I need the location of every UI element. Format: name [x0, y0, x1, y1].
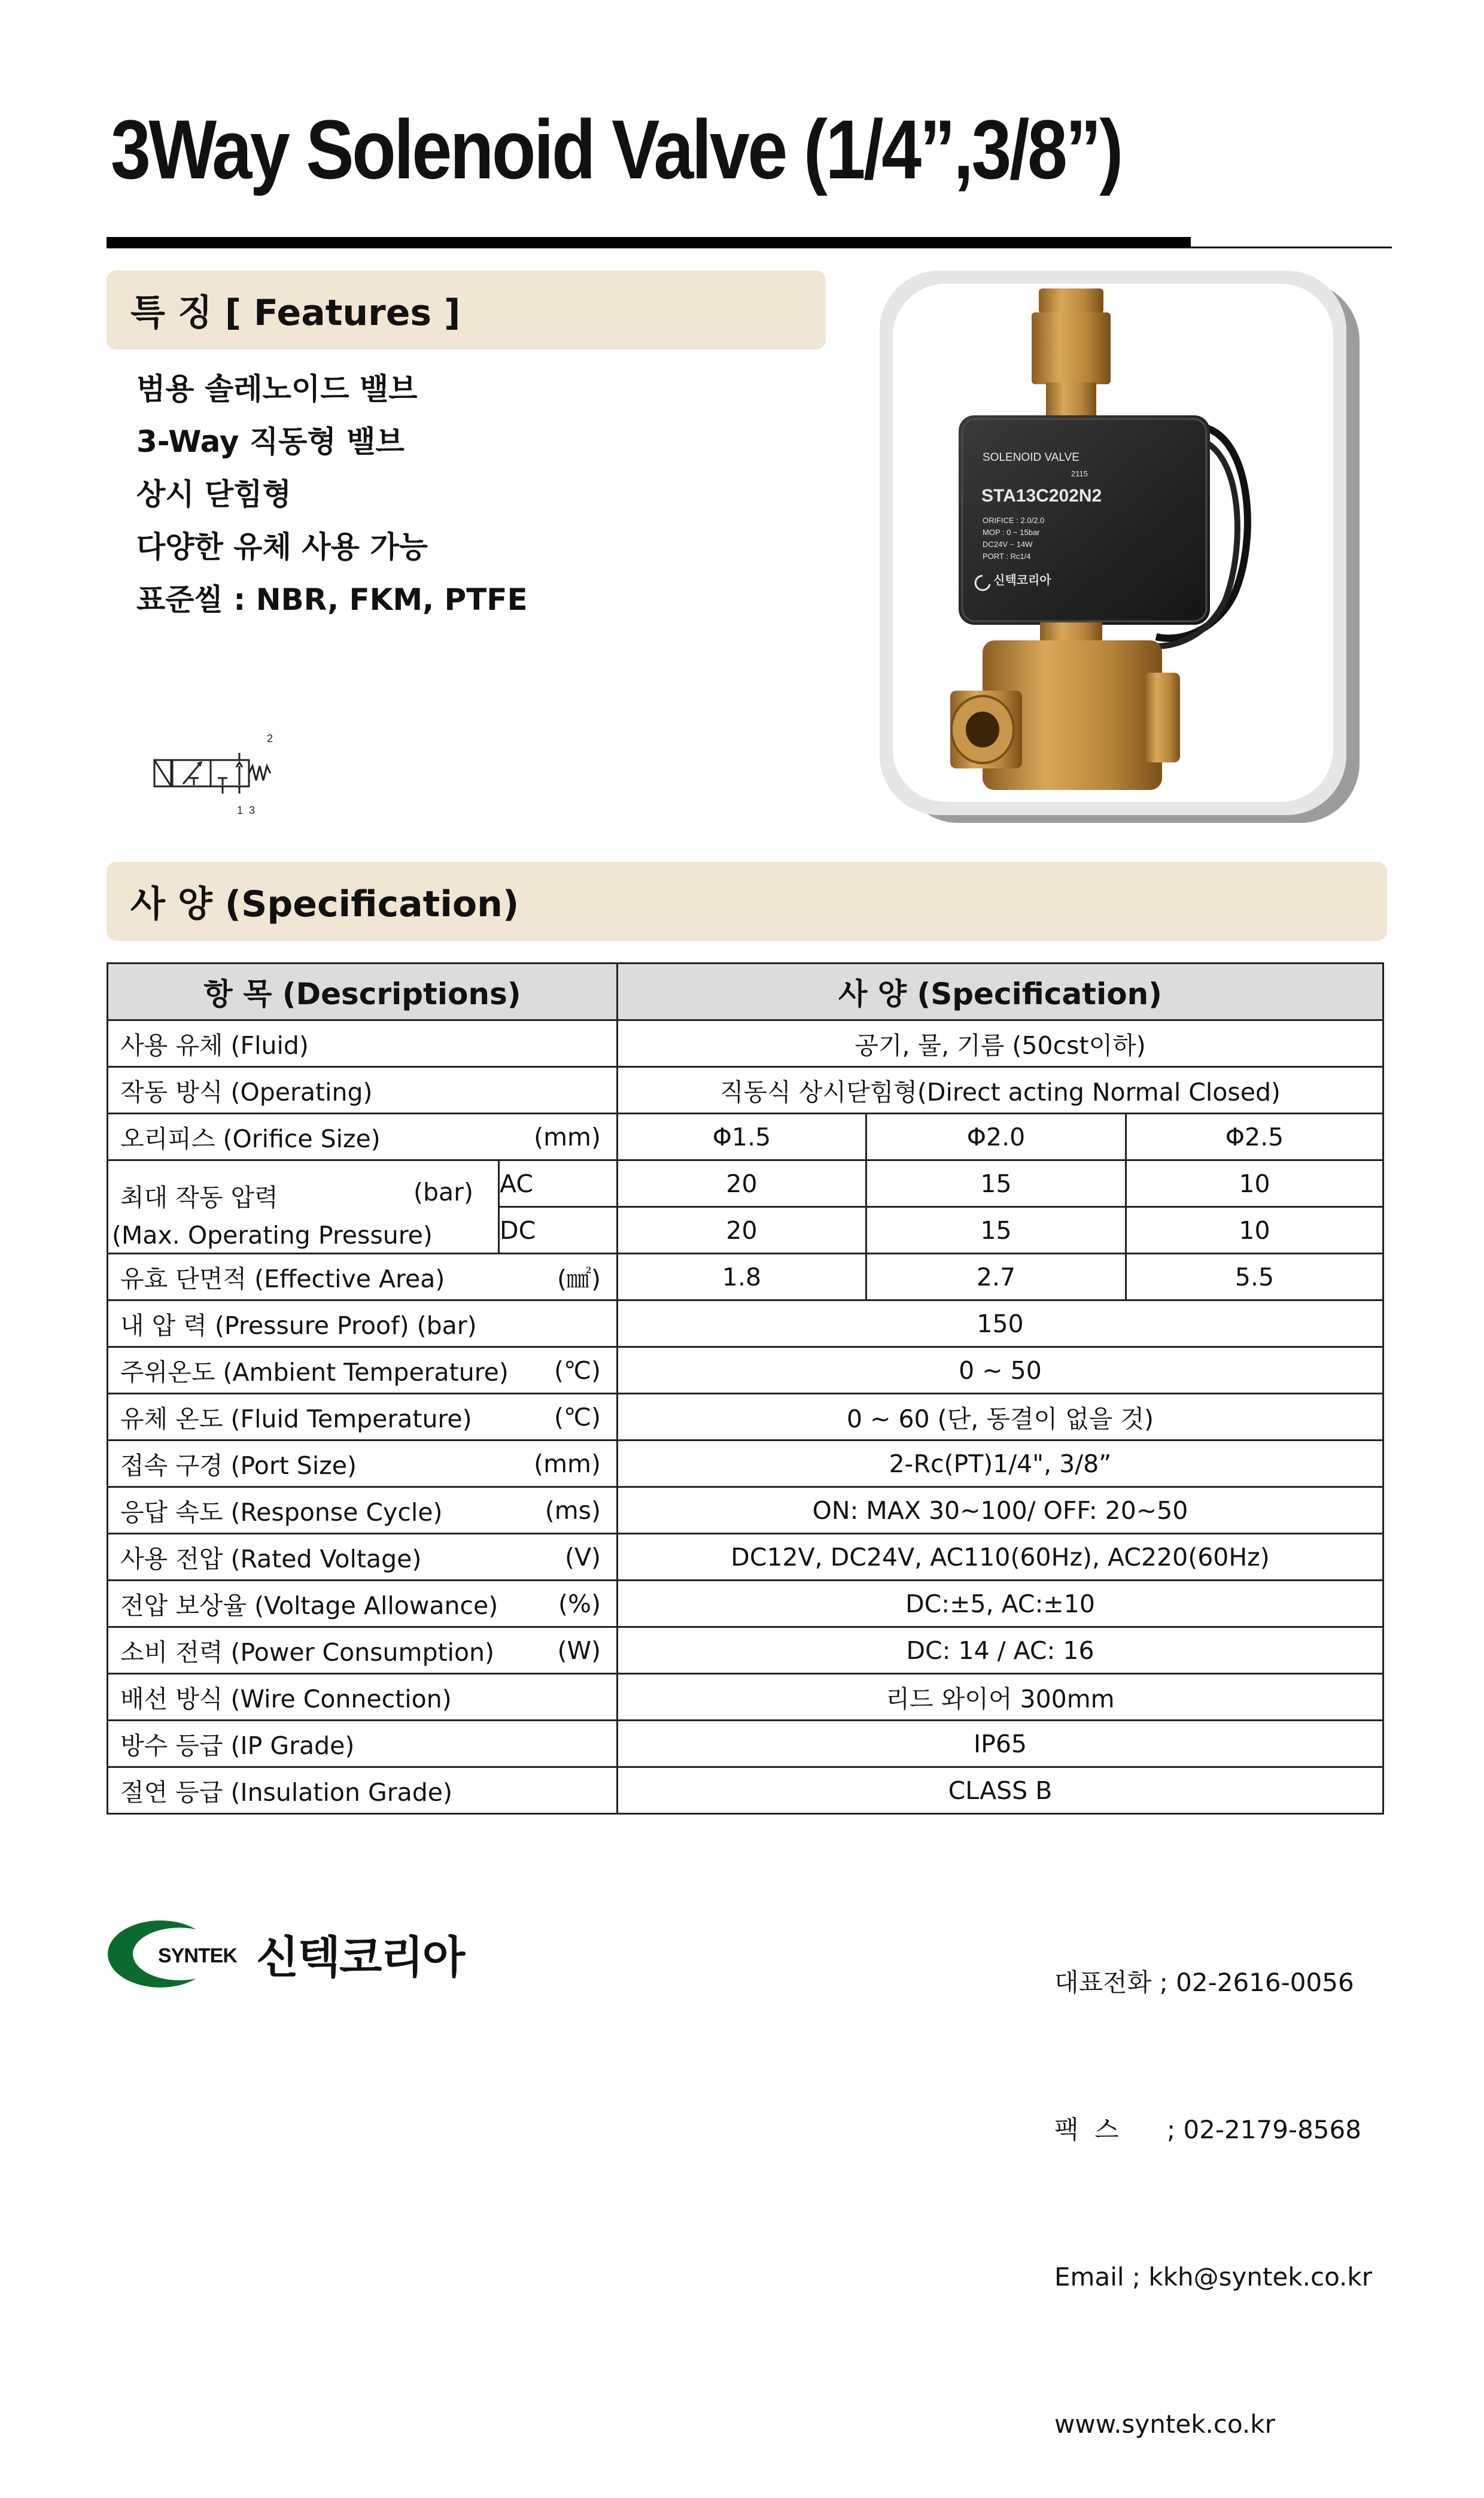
table-row: [108, 1674, 1383, 1721]
row-value: 150: [618, 1300, 1383, 1347]
row-label: 접속 구경 (Port Size): [120, 1451, 357, 1480]
table-row: [108, 1254, 1383, 1300]
pressure-ac-value: 20: [618, 1160, 866, 1207]
row-value: CLASS B: [618, 1767, 1383, 1814]
company-logo: [107, 1918, 464, 1990]
pressure-dc-label: DC: [499, 1207, 618, 1254]
row-unit: (%): [558, 1589, 601, 1618]
coil-label-spec2: MOP : 0 ~ 15bar: [983, 528, 1040, 537]
row-value: 직동식 상시닫힘형(Direct acting Normal Closed): [618, 1067, 1383, 1114]
row-label: 유체 온도 (Fluid Temperature): [120, 1405, 472, 1433]
header-specification: 사 양 (Specification): [618, 964, 1383, 1020]
row-label: 내 압 력 (Pressure Proof) (bar): [120, 1311, 477, 1340]
pressure-label-cell: [108, 1160, 499, 1254]
feature-item: 다양한 유체 사용 가능: [136, 530, 428, 564]
contact-phone: 대표전화 ; 02-2616-0056: [1054, 1968, 1354, 1997]
pressure-ac-label: AC: [499, 1160, 618, 1207]
row-label: 작동 방식 (Operating): [120, 1078, 373, 1107]
coil-label-spec1: ORIFICE : 2.0/2.0: [983, 516, 1045, 525]
symbol-port-bottom: 1 3: [237, 804, 256, 816]
pressure-ac-value: 10: [1126, 1160, 1383, 1207]
row-value: IP65: [618, 1721, 1383, 1767]
coil-label-brand: 신텍코리아: [993, 574, 1051, 587]
row-label: 사용 전압 (Rated Voltage): [120, 1545, 422, 1573]
title-underline-thin: [107, 247, 1392, 248]
row-value: DC:±5, AC:±10: [618, 1581, 1383, 1627]
logo-mark-icon: [107, 1918, 237, 1990]
area-value: 1.8: [618, 1254, 866, 1300]
row-value: 0 ~ 50: [618, 1347, 1383, 1394]
specification-header: 사 양 (Specification): [107, 862, 1387, 941]
row-unit: (ms): [545, 1496, 601, 1525]
row-unit: (mm): [534, 1449, 601, 1478]
row-unit: (V): [564, 1542, 601, 1572]
feature-item: 상시 닫힘형: [136, 477, 291, 512]
contact-website[interactable]: www.syntek.co.kr: [1054, 2409, 1275, 2439]
orifice-value: Φ1.5: [618, 1114, 866, 1160]
header-descriptions: 항 목 (Descriptions): [108, 964, 618, 1020]
row-value: 2-Rc(PT)1/4", 3/8”: [618, 1441, 1383, 1487]
valve-symbol-icon: [150, 730, 317, 832]
row-label: 사용 유체 (Fluid): [120, 1031, 309, 1060]
pressure-dc-value: 15: [866, 1207, 1126, 1254]
table-row: [108, 1441, 1383, 1487]
coil-label-title: SOLENOID VALVE: [983, 451, 1079, 464]
coil-label-spec4: PORT : Rc1/4: [983, 552, 1031, 561]
row-label: 응답 속도 (Response Cycle): [120, 1498, 443, 1527]
feature-item: 3-Way 직동형 밸브: [136, 424, 405, 459]
table-row: [108, 1487, 1383, 1534]
row-label: 전압 보상율 (Voltage Allowance): [120, 1591, 498, 1620]
row-label: 소비 전력 (Power Consumption): [120, 1638, 495, 1667]
coil-label-spec3: DC24V ~ 14W: [983, 540, 1033, 549]
row-value: 0 ~ 60 (단, 동결이 없을 것): [618, 1394, 1383, 1441]
feature-item: 범용 솔레노이드 밸브: [136, 372, 418, 406]
row-label: 절연 등급 (Insulation Grade): [120, 1778, 452, 1807]
table-row: [108, 1160, 1383, 1207]
row-unit: (℃): [554, 1402, 601, 1432]
specification-table: [107, 962, 1384, 1815]
table-row: [108, 1020, 1383, 1067]
coil-label-code: 2115: [1071, 469, 1088, 478]
row-label: 유효 단면적 (Effective Area): [120, 1265, 445, 1293]
solenoid-valve-image: [893, 284, 1333, 802]
table-row: [108, 1067, 1383, 1114]
row-value: DC12V, DC24V, AC110(60Hz), AC220(60Hz): [618, 1534, 1383, 1581]
page-title: 3Way Solenoid Valve (1/4”,3/8”): [111, 102, 1121, 196]
table-row: [108, 1534, 1383, 1581]
pressure-label-en: (Max. Operating Pressure): [112, 1221, 433, 1250]
orifice-value: Φ2.0: [866, 1114, 1126, 1160]
row-value: 리드 와이어 300mm: [618, 1674, 1383, 1721]
logo-name: 신텍코리아: [256, 1932, 464, 1983]
table-row: [108, 1767, 1383, 1814]
pressure-dc-value: 20: [618, 1207, 866, 1254]
row-value: ON: MAX 30~100/ OFF: 20~50: [618, 1487, 1383, 1534]
row-unit: (㎟): [557, 1265, 601, 1293]
table-row: [108, 1627, 1383, 1674]
table-row: [108, 1347, 1383, 1394]
symbol-port-top: 2: [267, 733, 273, 744]
pressure-dc-value: 10: [1126, 1207, 1383, 1254]
row-label: 오리피스 (Orifice Size): [120, 1125, 381, 1153]
row-unit: (℃): [554, 1356, 601, 1385]
table-row: [108, 1721, 1383, 1767]
table-row: [108, 1581, 1383, 1627]
contact-email[interactable]: Email ; kkh@syntek.co.kr: [1054, 2262, 1372, 2292]
logo-mark-text: SYNTEK: [158, 1944, 237, 1967]
table-header-row: [108, 964, 1383, 1020]
row-unit: (W): [557, 1636, 601, 1665]
row-unit: (mm): [534, 1122, 601, 1151]
area-value: 5.5: [1126, 1254, 1383, 1300]
table-row: [108, 1114, 1383, 1160]
table-row: [108, 1300, 1383, 1347]
features-header: 특 징 [ Features ]: [107, 271, 826, 350]
row-label: 배선 방식 (Wire Connection): [120, 1685, 452, 1713]
row-label: 주위온도 (Ambient Temperature): [120, 1358, 509, 1387]
area-value: 2.7: [866, 1254, 1126, 1300]
pressure-label-ko: 최대 작동 압력: [120, 1183, 278, 1212]
row-value: 공기, 물, 기름 (50cst이하): [618, 1020, 1383, 1067]
coil-label-model: STA13C202N2: [981, 486, 1102, 506]
contact-fax: 팩 스 ; 02-2179-8568: [1054, 2115, 1361, 2144]
row-value: DC: 14 / AC: 16: [618, 1627, 1383, 1674]
orifice-value: Φ2.5: [1126, 1114, 1383, 1160]
table-row: [108, 1394, 1383, 1441]
pressure-unit: (bar): [413, 1178, 473, 1207]
contact-info: [1054, 1860, 1372, 2498]
pressure-ac-value: 15: [866, 1160, 1126, 1207]
row-label: 방수 등급 (IP Grade): [120, 1731, 355, 1760]
feature-item: 표준씰 : NBR, FKM, PTFE: [136, 582, 528, 617]
features-list: [136, 363, 528, 626]
